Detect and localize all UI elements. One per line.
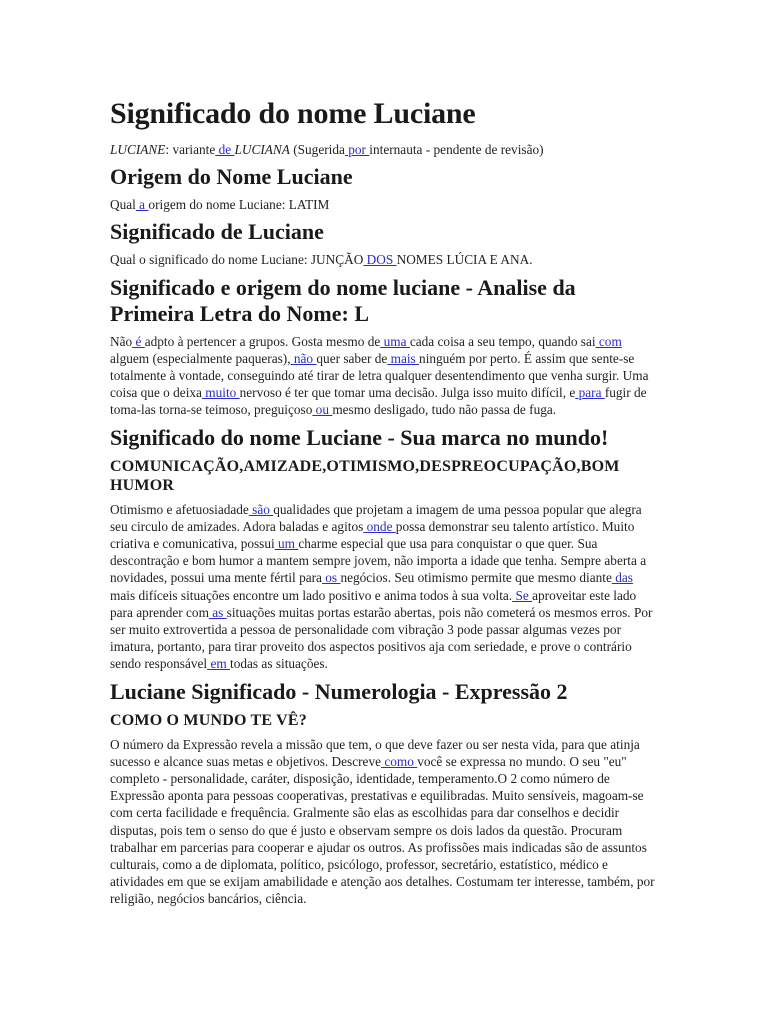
numerologia-heading: Luciane Significado - Numerologia - Expressão 2 [110, 678, 568, 704]
marca-paragraph: Otimismo e afetuosiadade são qualidades que projetam a imagem de uma pessoa popular que alegra seu circulo de amizades. Adora baladas e agitos onde possa demonstrar seu talento artístico. Muito criativa e comunicativa, possui um charme especial que usa para conquistar o que quer. Sua descontração e bom humor a mantem sempre jovem, não importa a idade que tenha. Sempre aberta a novidades, possui uma mente fértil para os negócios. Seu otimismo permite que mesmo diante das mais difíceis situações encontre um lado positivo e anima todos à sua volta. Se aproveitar este lado para aprender com as situações muitas portas estarão abertas, pois não cometerá os mesmos erros. Por ser muito extrovertida a pessoa de personalidade com vibração 3 pode passar algumas vezes por imatura, portanto, para tirar proveito dos aspectos positivos aja com seriedade, e prove o contrário sendo responsável em todas as situações. [110, 501, 653, 672]
link-de[interactable]: de [215, 142, 235, 157]
significado-paragraph: Qual o significado do nome Luciane: JUNÇÃO DOS NOMES LÚCIA E ANA. [110, 252, 533, 268]
analise-paragraph: Não é adpto à pertencer a grupos. Gosta mesmo de uma cada coisa a seu tempo, quando sai com alguem (especialmente paqueras), não quer saber de mais ninguém por perto. É assim que sente-se totalmente à vontade, conseguindo até tirar de letra qualquer desentendimento que venha surgir. Uma coisa que o deixa muito nervoso é ter que tomar uma decisão. Julga isso muito difícil, e para fugir de toma-las torna-se teimoso, preguiçoso ou mesmo desligado, tudo não passa de fuga. [110, 333, 649, 418]
numerologia-subheading: COMO O MUNDO TE VÊ? [110, 711, 307, 729]
link-para[interactable]: para [575, 385, 605, 401]
name-text: LUCIANE [110, 142, 166, 157]
origem-paragraph: Qual a origem do nome Luciane: LATIM [110, 197, 330, 213]
link-muito[interactable]: muito [201, 385, 240, 401]
marca-subheading: COMUNICAÇÃO,AMIZADE,OTIMISMO,DESPREOCUPAÇÃO,BOM HUMOR [110, 457, 620, 494]
link-um[interactable]: um [274, 536, 299, 552]
numerologia-paragraph: O número da Expressão revela a missão que tem, o que deve fazer ou ser nesta vida, para que atinja sucesso e alcance suas metas e objetivos. Descreve como você se expressa no mundo. O seu "eu" completo - personalidade, caráter, disposição, identidade, temperamento.O 2 como número de Expressão aponta para pessoas cooperativas, prestativas e equilibradas. Muito sensíveis, magoam-se com certa facilidade e frequência. Gralmente são elas as escolhidas para dar conselhos e decidir disputas, pois tem o senso do que é justo e observam sempre os dois lados da questão. Procuram trabalhar em parcerias para cooperar e ajudar os outros. As profissões mais indicadas são de assuntos culturais, como a de diplomata, político, psicólogo, professor, secretário, estatístico, médico e atividades em que se exijam amabilidade e atenção aos detalhes. Costumam ter interesse, também, por religião, negócios bancários, ciência. [110, 736, 655, 907]
intro-paragraph: LUCIANE: variante de LUCIANA (Sugerida por internauta - pendente de revisão) [110, 142, 544, 157]
link-sao[interactable]: são [248, 501, 274, 517]
link-como[interactable]: como [381, 753, 418, 769]
link-com[interactable]: com [595, 333, 622, 349]
link-uma[interactable]: uma [380, 333, 410, 349]
link-as[interactable]: as [208, 604, 227, 620]
link-em[interactable]: em [207, 656, 231, 672]
link-onde[interactable]: onde [363, 518, 396, 534]
link-a[interactable]: a [135, 197, 149, 213]
marca-heading: Significado do nome Luciane - Sua marca no mundo! [110, 424, 609, 450]
link-por[interactable]: por [344, 142, 370, 157]
link-os[interactable]: os [321, 570, 341, 586]
variant-text: LUCIANA [234, 142, 290, 157]
link-das[interactable]: das [611, 570, 633, 586]
link-ou[interactable]: ou [312, 402, 333, 418]
link-mais[interactable]: mais [387, 350, 420, 366]
link-e[interactable]: é [132, 333, 145, 349]
significado-heading: Significado de Luciane [110, 219, 324, 245]
analise-heading: Significado e origem do nome luciane - Analise da Primeira Letra do Nome: L [110, 274, 576, 326]
link-nao[interactable]: não [290, 350, 317, 366]
link-se[interactable]: Se [512, 587, 533, 603]
link-dos[interactable]: DOS [363, 252, 397, 268]
page-title: Significado do nome Luciane [110, 97, 476, 130]
origem-heading: Origem do Nome Luciane [110, 164, 353, 190]
